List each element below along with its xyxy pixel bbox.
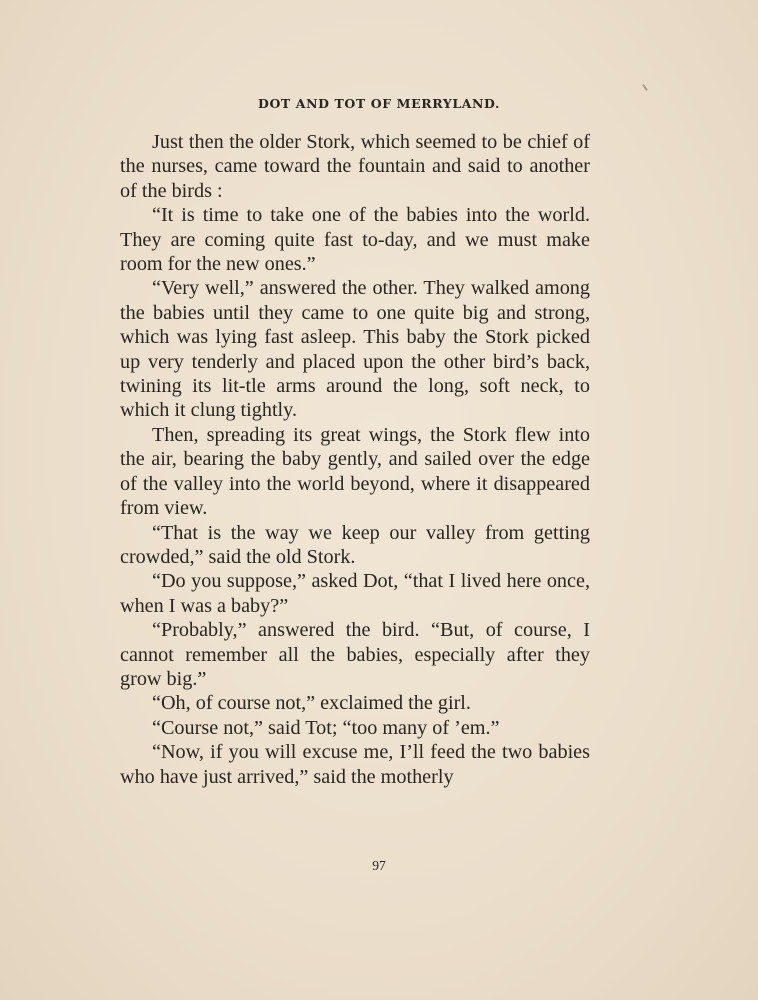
paragraph: “Very well,” answered the other. They walked among the babies until they came to one quite big and strong, which was lying fast asleep. This baby the Stork picked up very tenderly and placed upon the other bird’s back, twining its lit-tle arms around the long, soft neck, to which it clung tightly. — [120, 277, 590, 422]
paper-speck — [642, 84, 648, 91]
paragraph: “Probably,” answered the bird. “But, of course, I cannot remember all the babies, especially after they grow big.” — [120, 619, 590, 690]
paragraph: “It is time to take one of the babies into the world. They are coming quite fast to-day, and we must make room for the new ones.” — [120, 204, 590, 276]
paragraph: Then, spreading its great wings, the Stork flew into the air, bearing the baby gently, and sailed over the edge of the valley into the world beyond, where it disappeared from view. — [120, 423, 590, 520]
body-text — [120, 130, 590, 789]
paragraph: “Now, if you will excuse me, I’ll feed the two babies who have just arrived,” said the motherly — [120, 741, 590, 788]
paragraph: “Do you suppose,” asked Dot, “that I lived here once, when I was a baby?” — [120, 570, 590, 617]
paragraph: “Oh, of course not,” exclaimed the girl. — [152, 692, 471, 715]
paragraph: “That is the way we keep our valley from getting crowded,” said the old Stork. — [120, 521, 590, 568]
paragraph: Just then the older Stork, which seemed to be chief of the nurses, came toward the fountain and said to another of the birds : — [120, 131, 590, 202]
page-number: 97 — [372, 858, 386, 873]
running-head: DOT AND TOT OF MERRYLAND. — [258, 96, 500, 111]
paragraph: “Course not,” said Tot; “too many of ’em.” — [152, 716, 500, 739]
